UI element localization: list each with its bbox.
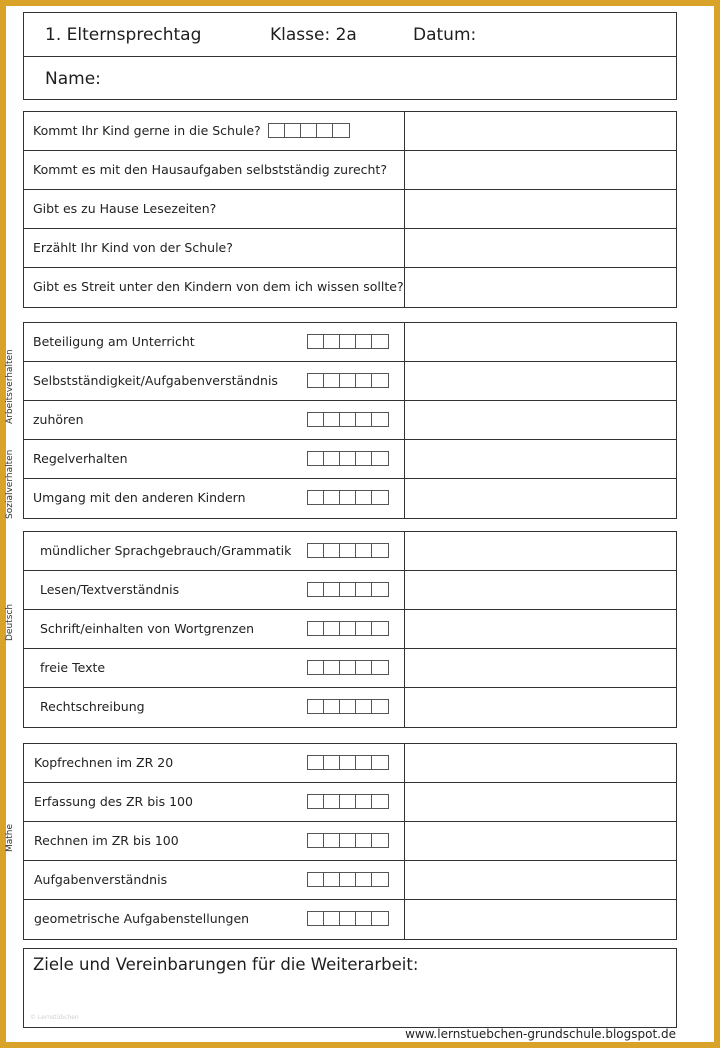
row-label: mündlicher Sprachgebrauch/Grammatik <box>40 543 292 558</box>
row-label: Kommt es mit den Hausaufgaben selbstständig zurecht? <box>33 162 387 177</box>
table-row <box>24 151 676 190</box>
rating-box[interactable] <box>372 661 388 674</box>
rating-box[interactable] <box>308 583 324 596</box>
rating-box[interactable] <box>324 452 340 465</box>
rating-box[interactable] <box>308 452 324 465</box>
rating-box[interactable] <box>372 335 388 348</box>
rating-box[interactable] <box>356 873 372 886</box>
row-label: Rechtschreibung <box>40 699 145 714</box>
row-label: Kommt Ihr Kind gerne in die Schule? <box>33 123 261 138</box>
rating-box[interactable] <box>340 413 356 426</box>
row-label: Kopfrechnen im ZR 20 <box>34 755 174 770</box>
table-row <box>24 688 676 727</box>
notes-title: Ziele und Vereinbarungen für die Weiterarbeit: <box>33 955 419 974</box>
rating-boxes[interactable] <box>307 451 389 466</box>
side-label-mathe: Mathe <box>5 823 15 852</box>
table-row <box>24 401 676 440</box>
answer-cell[interactable] <box>405 822 676 860</box>
answer-cell[interactable] <box>405 479 676 518</box>
rating-box[interactable] <box>372 622 388 635</box>
rating-box[interactable] <box>356 756 372 769</box>
rating-boxes[interactable] <box>307 334 389 349</box>
behavior-table <box>23 322 677 519</box>
table-row <box>24 822 676 861</box>
rating-box[interactable] <box>308 700 324 713</box>
rating-boxes[interactable] <box>307 621 389 636</box>
rating-box[interactable] <box>372 912 388 925</box>
row-label: Lesen/Textverständnis <box>40 582 180 597</box>
table-row <box>24 783 676 822</box>
rating-boxes[interactable] <box>307 412 389 427</box>
answer-cell[interactable] <box>405 401 676 439</box>
table-row <box>24 532 676 571</box>
rating-box[interactable] <box>308 873 324 886</box>
rating-box[interactable] <box>301 124 317 137</box>
rating-box[interactable] <box>340 756 356 769</box>
rating-box[interactable] <box>340 335 356 348</box>
rating-box[interactable] <box>356 583 372 596</box>
rating-box[interactable] <box>324 873 340 886</box>
row-label: Erfassung des ZR bis 100 <box>34 794 193 809</box>
rating-box[interactable] <box>308 491 324 504</box>
row-label: Schrift/einhalten von Wortgrenzen <box>40 621 255 636</box>
rating-box[interactable] <box>324 374 340 387</box>
rating-box[interactable] <box>340 873 356 886</box>
rating-box[interactable] <box>308 661 324 674</box>
answer-cell[interactable] <box>405 900 676 939</box>
answer-cell[interactable] <box>405 268 676 307</box>
table-row <box>24 229 676 268</box>
table-row <box>24 190 676 229</box>
rating-box[interactable] <box>372 873 388 886</box>
watermark: © Lernstübchen <box>30 1014 79 1021</box>
rating-box[interactable] <box>356 452 372 465</box>
footer-url[interactable]: www.lernstuebchen-grundschule.blogspot.de <box>405 1027 676 1041</box>
deutsch-table <box>23 531 677 728</box>
rating-box[interactable] <box>324 700 340 713</box>
row-label: Regelverhalten <box>33 451 128 466</box>
rating-box[interactable] <box>308 335 324 348</box>
row-label: geometrische Aufgabenstellungen <box>34 911 250 926</box>
table-row <box>24 861 676 900</box>
row-label: Gibt es Streit unter den Kindern von dem ich wissen sollte? <box>33 279 404 294</box>
rating-boxes[interactable] <box>307 833 389 848</box>
rating-box[interactable] <box>356 912 372 925</box>
answer-cell[interactable] <box>405 532 676 570</box>
rating-box[interactable] <box>356 700 372 713</box>
rating-box[interactable] <box>372 452 388 465</box>
rating-box[interactable] <box>324 912 340 925</box>
rating-box[interactable] <box>308 413 324 426</box>
rating-box[interactable] <box>324 834 340 847</box>
mathe-table <box>23 743 677 940</box>
answer-cell[interactable] <box>405 229 676 267</box>
rating-box[interactable] <box>308 544 324 557</box>
table-row <box>24 900 676 939</box>
answer-cell[interactable] <box>405 610 676 648</box>
rating-box[interactable] <box>356 661 372 674</box>
answer-cell[interactable] <box>405 440 676 478</box>
rating-box[interactable] <box>340 491 356 504</box>
answer-cell[interactable] <box>405 861 676 899</box>
rating-boxes[interactable] <box>307 872 389 887</box>
table-row <box>24 571 676 610</box>
rating-box[interactable] <box>372 544 388 557</box>
rating-box[interactable] <box>285 124 301 137</box>
rating-box[interactable] <box>340 834 356 847</box>
rating-box[interactable] <box>308 756 324 769</box>
rating-box[interactable] <box>340 700 356 713</box>
side-label-arbeitsverhalten: Arbeitsverhalten <box>5 349 15 424</box>
answer-cell[interactable] <box>405 688 676 727</box>
name-label: Name: <box>45 69 101 89</box>
rating-box[interactable] <box>340 795 356 808</box>
rating-box[interactable] <box>308 834 324 847</box>
rating-box[interactable] <box>372 834 388 847</box>
row-label: freie Texte <box>40 660 106 675</box>
table-row <box>24 649 676 688</box>
rating-box[interactable] <box>324 335 340 348</box>
rating-box[interactable] <box>372 413 388 426</box>
rating-box[interactable] <box>340 661 356 674</box>
answer-cell[interactable] <box>405 112 676 150</box>
rating-box[interactable] <box>269 124 285 137</box>
row-label: zuhören <box>33 412 84 427</box>
rating-box[interactable] <box>356 335 372 348</box>
rating-boxes[interactable] <box>307 543 389 558</box>
table-row <box>24 744 676 783</box>
rating-box[interactable] <box>356 544 372 557</box>
rating-box[interactable] <box>356 834 372 847</box>
rating-boxes[interactable] <box>268 123 350 138</box>
table-row <box>24 268 676 307</box>
rating-box[interactable] <box>372 795 388 808</box>
rating-box[interactable] <box>308 912 324 925</box>
rating-box[interactable] <box>324 795 340 808</box>
answer-cell[interactable] <box>405 151 676 189</box>
page-title: 1. Elternsprechtag <box>45 25 202 45</box>
rating-box[interactable] <box>340 374 356 387</box>
rating-box[interactable] <box>324 661 340 674</box>
rating-boxes[interactable] <box>307 373 389 388</box>
rating-box[interactable] <box>340 452 356 465</box>
rating-box[interactable] <box>333 124 349 137</box>
row-label: Erzählt Ihr Kind von der Schule? <box>33 240 233 255</box>
rating-boxes[interactable] <box>307 490 389 505</box>
rating-box[interactable] <box>317 124 333 137</box>
rating-box[interactable] <box>308 374 324 387</box>
answer-cell[interactable] <box>405 190 676 228</box>
rating-box[interactable] <box>324 544 340 557</box>
side-label-deutsch: Deutsch <box>5 603 15 641</box>
table-row <box>24 323 676 362</box>
rating-box[interactable] <box>324 413 340 426</box>
answer-cell[interactable] <box>405 323 676 361</box>
table-row <box>24 440 676 479</box>
answer-cell[interactable] <box>405 649 676 687</box>
rating-box[interactable] <box>372 491 388 504</box>
rating-box[interactable] <box>372 756 388 769</box>
rating-box[interactable] <box>356 374 372 387</box>
row-label: Selbstständigkeit/Aufgabenverständnis <box>33 373 278 388</box>
table-row <box>24 362 676 401</box>
answer-cell[interactable] <box>405 362 676 400</box>
rating-box[interactable] <box>340 544 356 557</box>
rating-box[interactable] <box>340 622 356 635</box>
rating-box[interactable] <box>324 756 340 769</box>
class-label: Klasse: 2a <box>270 25 357 45</box>
answer-cell[interactable] <box>405 571 676 609</box>
rating-box[interactable] <box>308 622 324 635</box>
rating-boxes[interactable] <box>307 699 389 714</box>
header-box <box>23 12 677 100</box>
row-label: Aufgabenverständnis <box>34 872 168 887</box>
rating-box[interactable] <box>356 795 372 808</box>
row-label: Rechnen im ZR bis 100 <box>34 833 179 848</box>
rating-box[interactable] <box>324 622 340 635</box>
side-label-sozialverhalten: Sozialverhalten <box>5 449 15 519</box>
rating-boxes[interactable] <box>307 794 389 809</box>
rating-box[interactable] <box>340 583 356 596</box>
rating-boxes[interactable] <box>307 660 389 675</box>
general-questions-table <box>23 111 677 308</box>
rating-box[interactable] <box>324 583 340 596</box>
table-row <box>24 112 676 151</box>
rating-boxes[interactable] <box>307 582 389 597</box>
rating-box[interactable] <box>372 700 388 713</box>
rating-box[interactable] <box>356 622 372 635</box>
rating-box[interactable] <box>324 491 340 504</box>
rating-box[interactable] <box>308 795 324 808</box>
rating-box[interactable] <box>372 583 388 596</box>
date-label: Datum: <box>413 25 477 45</box>
rating-box[interactable] <box>340 912 356 925</box>
rating-boxes[interactable] <box>307 755 389 770</box>
row-label: Beteiligung am Unterricht <box>33 334 195 349</box>
rating-boxes[interactable] <box>307 911 389 926</box>
table-row <box>24 610 676 649</box>
rating-box[interactable] <box>356 491 372 504</box>
rating-box[interactable] <box>356 413 372 426</box>
row-label: Umgang mit den anderen Kindern <box>33 490 246 505</box>
notes-box <box>23 948 677 1028</box>
answer-cell[interactable] <box>405 783 676 821</box>
answer-cell[interactable] <box>405 744 676 782</box>
rating-box[interactable] <box>372 374 388 387</box>
table-row <box>24 479 676 518</box>
row-label: Gibt es zu Hause Lesezeiten? <box>33 201 217 216</box>
